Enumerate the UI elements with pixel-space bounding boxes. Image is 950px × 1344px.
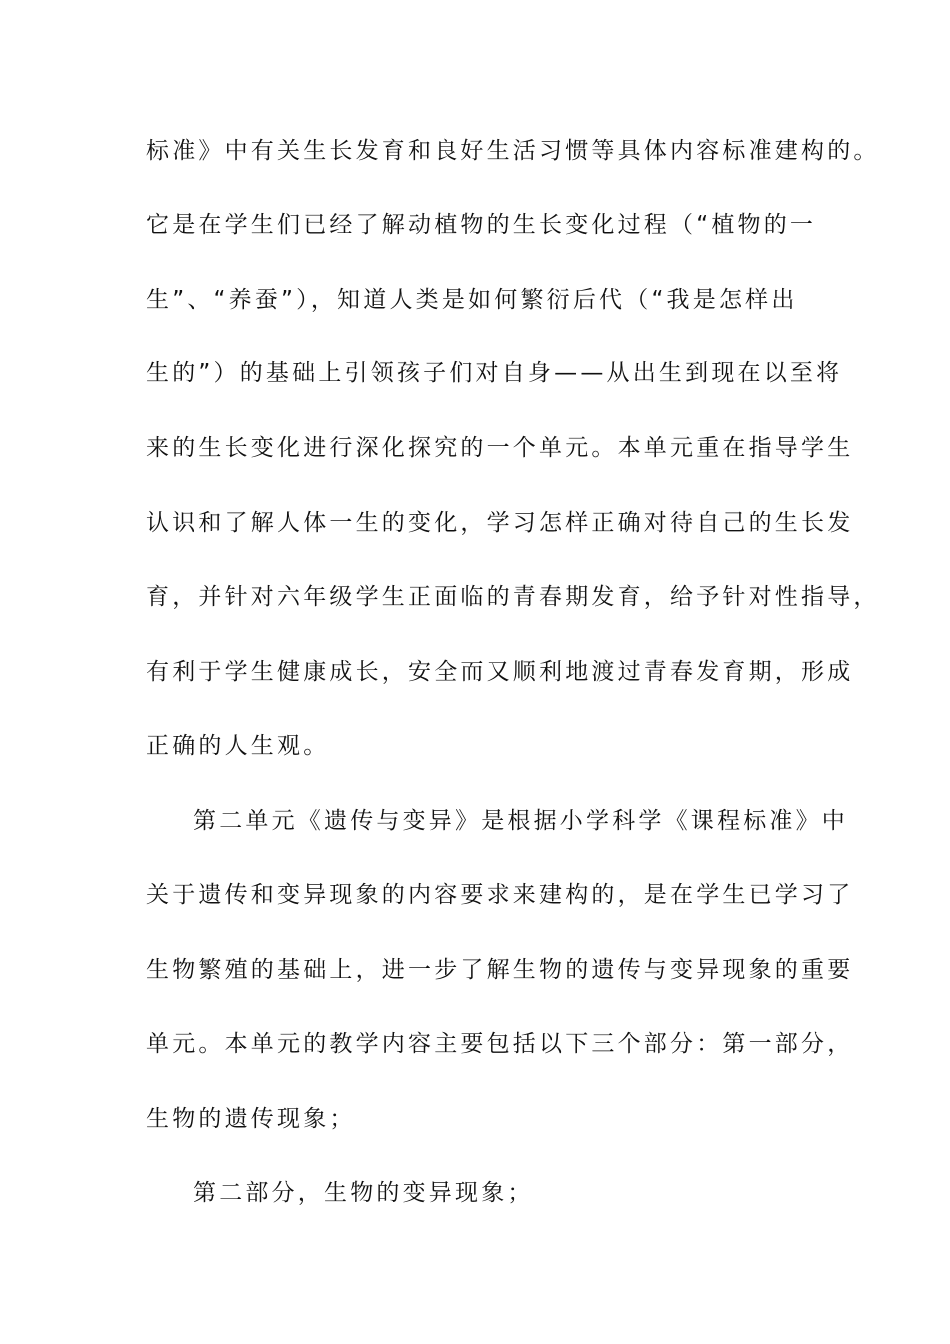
text-line-5: 来的生长变化进行深化探究的一个单元。本单元重在指导学生 xyxy=(146,435,854,461)
text-line-14: 生物的遗传现象； xyxy=(146,1106,356,1132)
text-line-4: 生的”）的基础上引领孩子们对自身——从出生到现在以至将 xyxy=(146,360,843,386)
text-line-3: 生”、“养蚕”），知道人类是如何繁衍后代（“我是怎样出 xyxy=(146,287,798,313)
text-line-1: 标准》中有关生长发育和良好生活习惯等具体内容标准建构的。 xyxy=(146,138,880,164)
paragraph-2-first-line: 第二单元《遗传与变异》是根据小学科学《课程标准》中 xyxy=(193,808,848,834)
text-line-12: 生物繁殖的基础上，进一步了解生物的遗传与变异现象的重要 xyxy=(146,957,854,983)
text-line-7: 育，并针对六年级学生正面临的青春期发育，给予针对性指导， xyxy=(146,584,880,610)
text-line-6: 认识和了解人体一生的变化，学习怎样正确对待自己的生长发 xyxy=(146,510,854,536)
text-line-8: 有利于学生健康成长，安全而又顺利地渡过青春发育期，形成 xyxy=(146,659,854,685)
text-line-2: 它是在学生们已经了解动植物的生长变化过程（“植物的一 xyxy=(146,212,817,238)
text-line-9: 正确的人生观。 xyxy=(146,733,330,759)
text-line-13: 单元。本单元的教学内容主要包括以下三个部分：第一部分， xyxy=(146,1031,854,1057)
paragraph-3-first-line: 第二部分，生物的变异现象； xyxy=(193,1180,534,1206)
text-line-11: 关于遗传和变异现象的内容要求来建构的，是在学生已学习了 xyxy=(146,882,854,908)
